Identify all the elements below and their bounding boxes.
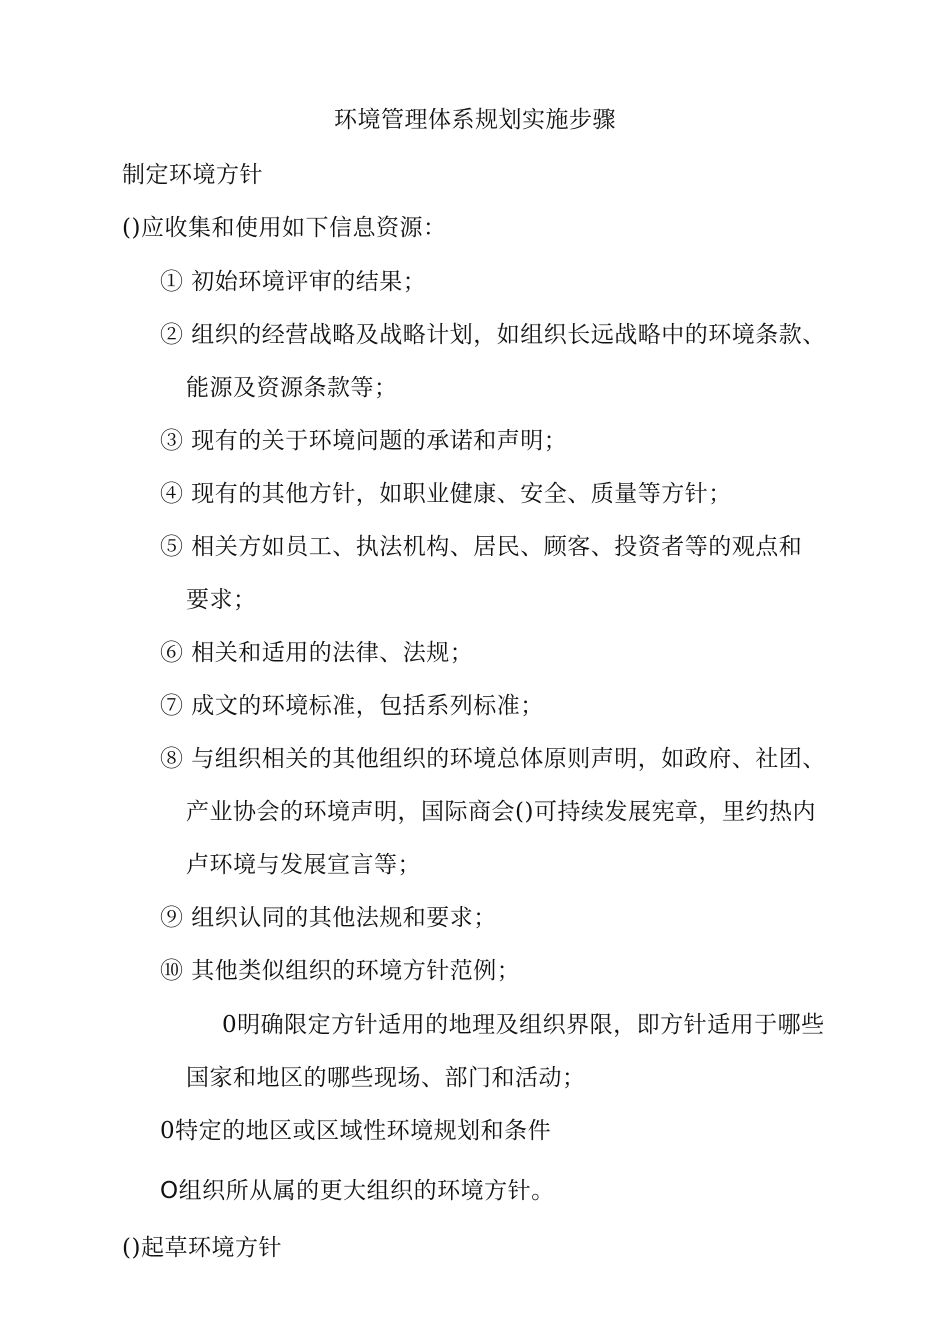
- list-item: ⑤ 相关方如员工、执法机构、居民、顾客、投资者等的观点和: [160, 534, 803, 560]
- section-heading: 制定环境方针: [122, 162, 263, 188]
- list-item-continuation: 能源及资源条款等；: [186, 375, 398, 401]
- list-item: ② 组织的经营战略及战略计划，如组织长远战略中的环境条款、: [160, 322, 826, 348]
- list-item: ① 初始环境评审的结果；: [160, 269, 427, 295]
- list-item: ⑨ 组织认同的其他法规和要求；: [160, 905, 497, 931]
- list-item: ④ 现有的其他方针，如职业健康、安全、质量等方针；: [160, 481, 732, 507]
- paragraph-boundary: 0明确限定方针适用的地理及组织界限，即方针适用于哪些: [222, 1012, 825, 1038]
- list-item-continuation: 产业协会的环境声明，国际商会()可持续发展宪章，里约热内: [186, 799, 816, 825]
- list-item: ③ 现有的关于环境问题的承诺和声明；: [160, 428, 568, 454]
- list-item-continuation: 要求；: [186, 587, 257, 613]
- subsection-collect-info: ()应收集和使用如下信息资源：: [122, 215, 447, 241]
- paragraph-regional-plan: 0特定的地区或区域性环境规划和条件: [160, 1118, 552, 1144]
- document-title: 环境管理体系规划实施步骤: [334, 107, 616, 133]
- list-item: ⑥ 相关和适用的法律、法规；: [160, 640, 474, 666]
- paragraph-boundary-continuation: 国家和地区的哪些现场、部门和活动；: [186, 1065, 586, 1091]
- list-item: ⑧ 与组织相关的其他组织的环境总体原则声明，如政府、社团、: [160, 746, 826, 772]
- subsection-draft-policy: ()起草环境方针: [122, 1235, 282, 1261]
- list-item: ⑩ 其他类似组织的环境方针范例；: [160, 958, 521, 984]
- list-item-continuation: 卢环境与发展宣言等；: [186, 852, 421, 878]
- list-item: ⑦ 成文的环境标准，包括系列标准；: [160, 693, 544, 719]
- paragraph-parent-org-policy: O组织所从属的更大组织的环境方针。: [160, 1178, 555, 1204]
